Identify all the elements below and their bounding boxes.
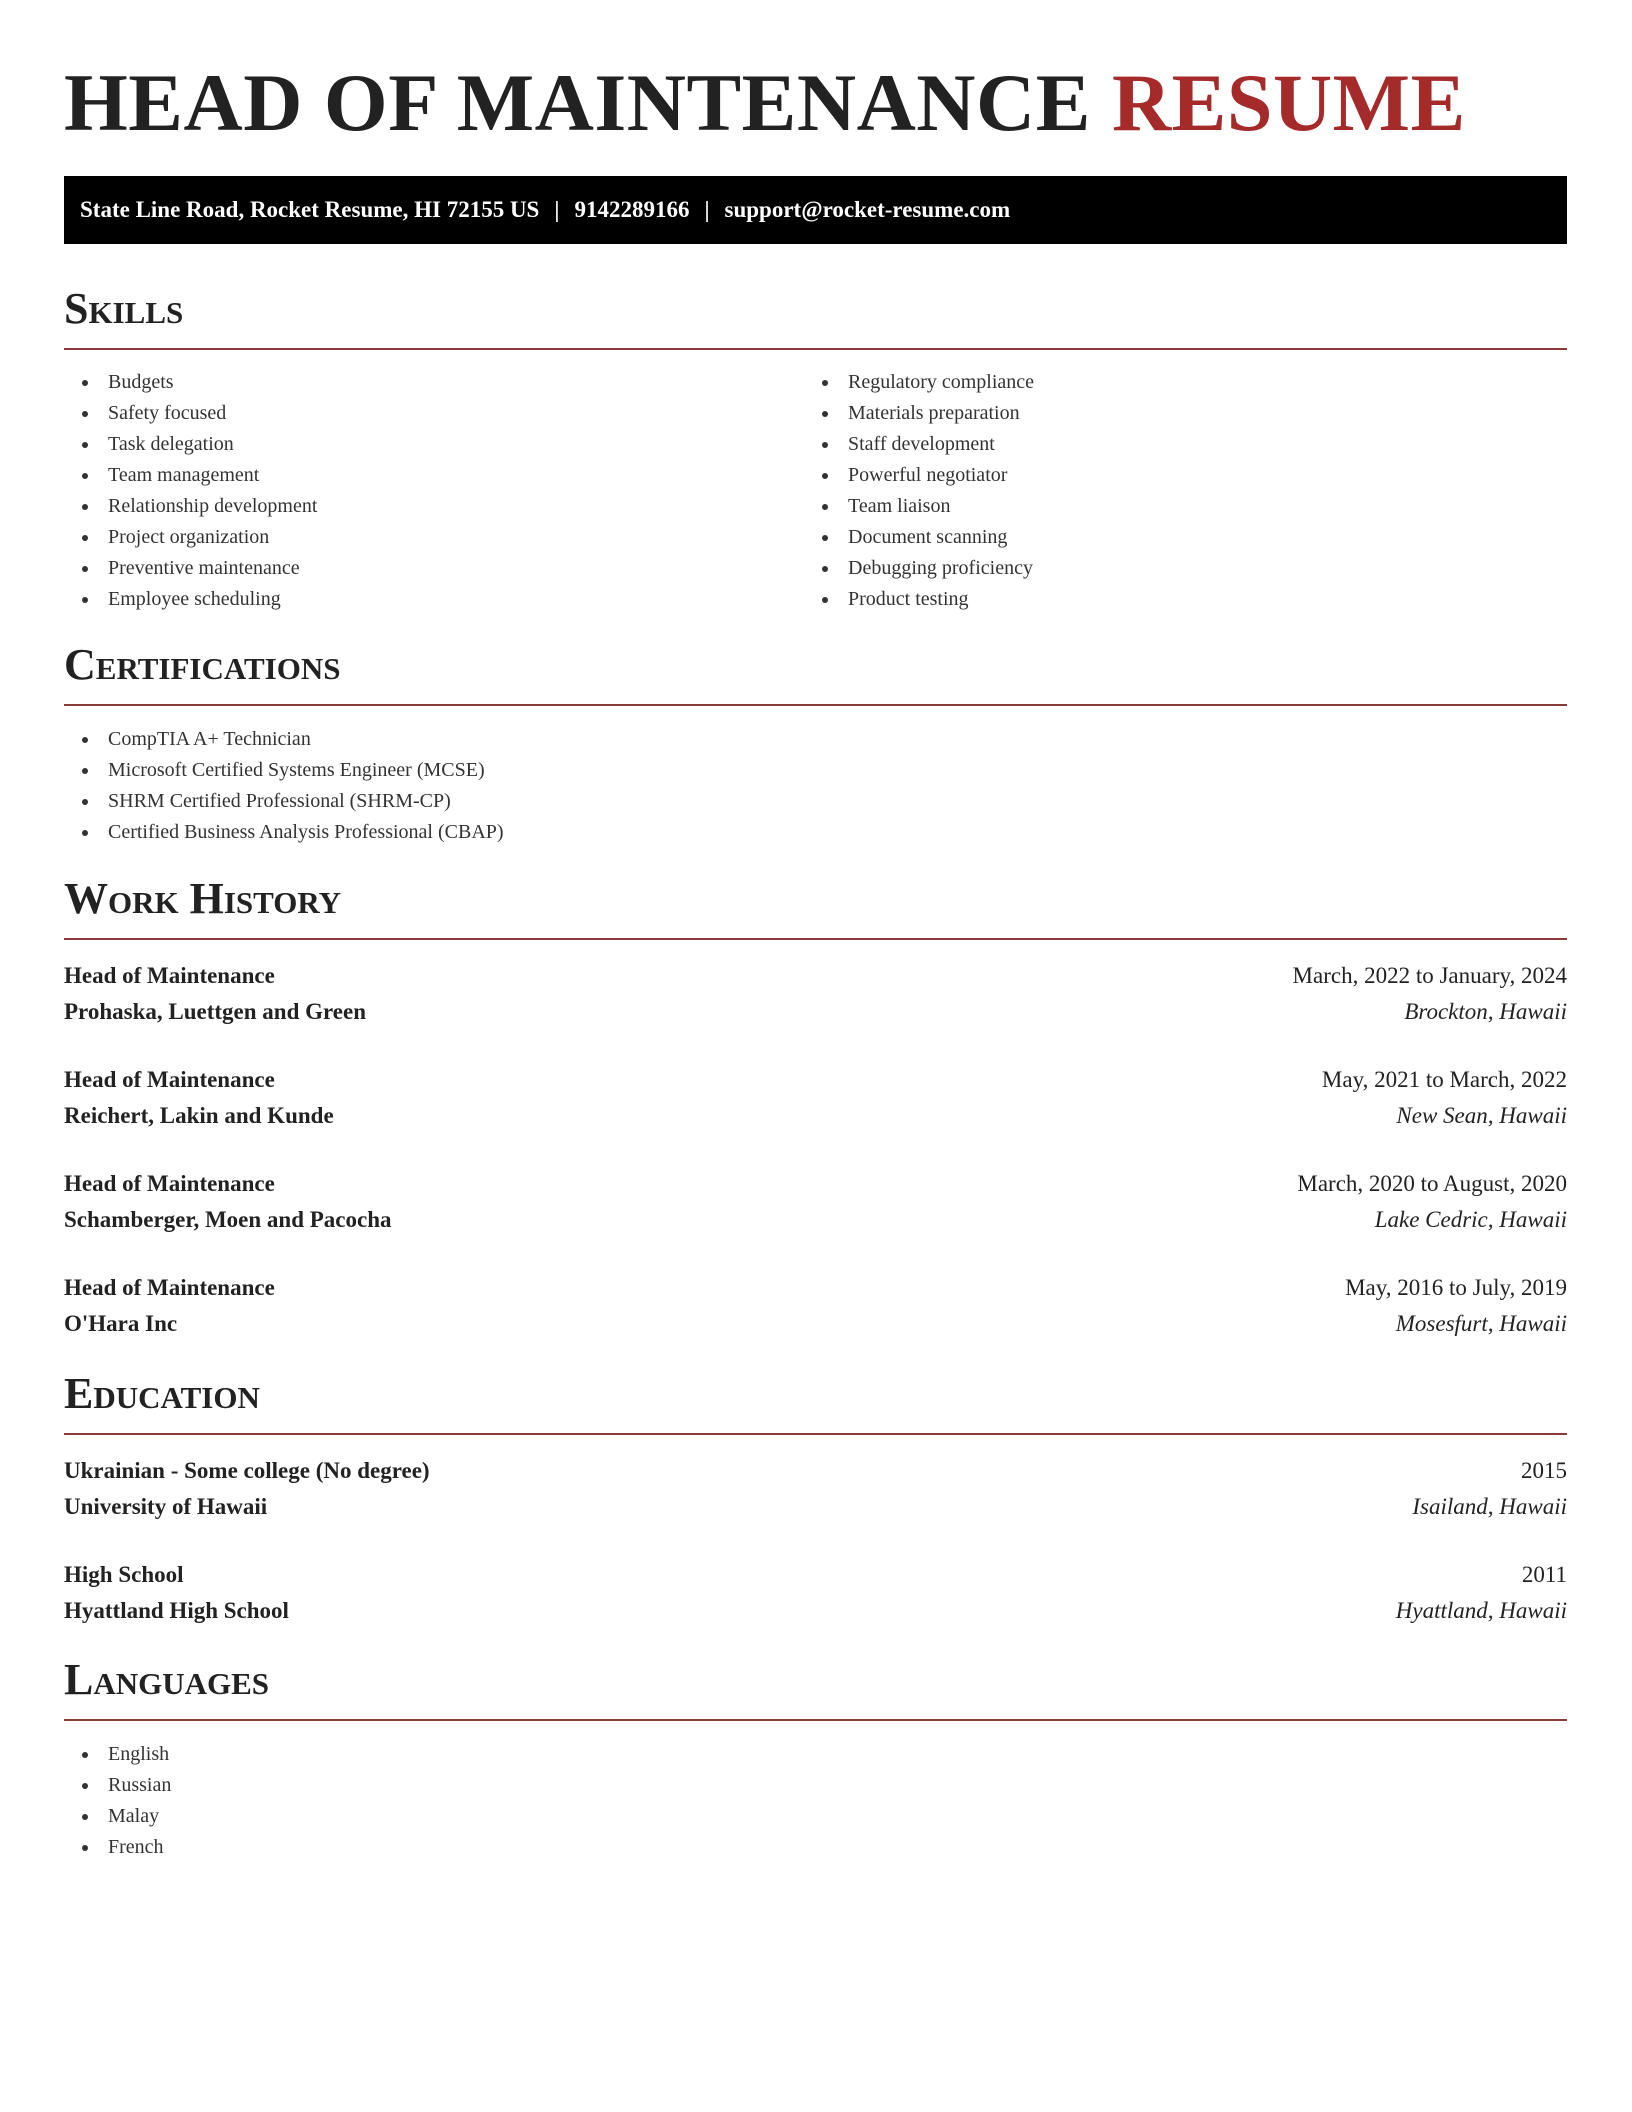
skill-item: Task delegation — [64, 429, 317, 460]
education-location: Isailand, Hawaii — [1412, 1494, 1567, 1519]
language-item: Russian — [64, 1770, 171, 1801]
job-company: Prohaska, Luettgen and Green — [64, 999, 367, 1024]
skill-item: Team management — [64, 460, 317, 491]
languages-list — [64, 1739, 171, 1863]
work-entry — [64, 1166, 1567, 1240]
job-location: Brockton, Hawaii — [1404, 999, 1567, 1024]
job-location: Mosesfurt, Hawaii — [1395, 1311, 1567, 1336]
education-degree: High School — [64, 1562, 184, 1587]
skill-item: Materials preparation — [804, 398, 1034, 429]
education-school: University of Hawaii — [64, 1494, 268, 1519]
skill-item: Product testing — [804, 584, 1034, 615]
job-location: New Sean, Hawaii — [1396, 1103, 1567, 1128]
job-dates: March, 2020 to August, 2020 — [1297, 1171, 1567, 1196]
skill-item: Document scanning — [804, 522, 1034, 553]
job-dates: May, 2021 to March, 2022 — [1321, 1067, 1567, 1092]
job-company: O'Hara Inc — [64, 1311, 178, 1336]
skill-item: Powerful negotiator — [804, 460, 1034, 491]
skill-item: Employee scheduling — [64, 584, 317, 615]
certification-item: Microsoft Certified Systems Engineer (MCSE) — [64, 755, 504, 786]
contact-bar — [64, 176, 1567, 244]
job-title: Head of Maintenance — [64, 1067, 275, 1092]
job-title: Head of Maintenance — [64, 1171, 275, 1196]
skill-item: Relationship development — [64, 491, 317, 522]
education-degree: Ukrainian - Some college (No degree) — [64, 1458, 430, 1483]
skills-list-right — [804, 367, 1034, 615]
skill-item: Team liaison — [804, 491, 1034, 522]
certification-item: Certified Business Analysis Professional (CBAP) — [64, 817, 504, 848]
job-title: Head of Maintenance — [64, 963, 275, 988]
education-location: Hyattland, Hawaii — [1395, 1598, 1567, 1623]
certification-item: SHRM Certified Professional (SHRM-CP) — [64, 786, 504, 817]
skills-list-left — [64, 367, 317, 615]
contact-separator: | — [704, 197, 710, 222]
skill-item: Debugging proficiency — [804, 553, 1034, 584]
contact-address: State Line Road, Rocket Resume, HI 72155 US — [80, 197, 540, 222]
work-entry — [64, 1062, 1567, 1136]
language-item: Malay — [64, 1801, 171, 1832]
job-company: Schamberger, Moen and Pacocha — [64, 1207, 392, 1232]
skill-item: Safety focused — [64, 398, 317, 429]
skill-item: Regulatory compliance — [804, 367, 1034, 398]
certifications-list — [64, 724, 504, 848]
education-year: 2015 — [1521, 1458, 1567, 1483]
resume-title — [64, 58, 1466, 148]
job-location: Lake Cedric, Hawaii — [1374, 1207, 1567, 1232]
skill-item: Staff development — [804, 429, 1034, 460]
skill-item: Preventive maintenance — [64, 553, 317, 584]
education-heading: Education — [64, 1369, 1567, 1435]
contact-phone: 9142289166 — [574, 197, 690, 222]
title-main: HEAD OF MAINTENANCE — [64, 57, 1091, 148]
job-company: Reichert, Lakin and Kunde — [64, 1103, 334, 1128]
job-dates: March, 2022 to January, 2024 — [1292, 963, 1567, 988]
education-entry — [64, 1453, 1567, 1527]
languages-heading: Languages — [64, 1655, 1567, 1721]
contact-separator: | — [554, 197, 560, 222]
certification-item: CompTIA A+ Technician — [64, 724, 504, 755]
work-entry — [64, 958, 1567, 1032]
education-entry — [64, 1557, 1567, 1631]
job-dates: May, 2016 to July, 2019 — [1345, 1275, 1567, 1300]
certifications-heading: Certifications — [64, 640, 1567, 706]
skills-heading: Skills — [64, 284, 1567, 350]
contact-email: support@rocket-resume.com — [724, 197, 1011, 222]
skill-item: Project organization — [64, 522, 317, 553]
language-item: French — [64, 1832, 171, 1863]
language-item: English — [64, 1739, 171, 1770]
skill-item: Budgets — [64, 367, 317, 398]
education-school: Hyattland High School — [64, 1598, 289, 1623]
work-history-heading: Work History — [64, 874, 1567, 940]
work-entry — [64, 1270, 1567, 1344]
education-year: 2011 — [1521, 1562, 1567, 1587]
job-title: Head of Maintenance — [64, 1275, 275, 1300]
title-accent: RESUME — [1111, 57, 1466, 148]
